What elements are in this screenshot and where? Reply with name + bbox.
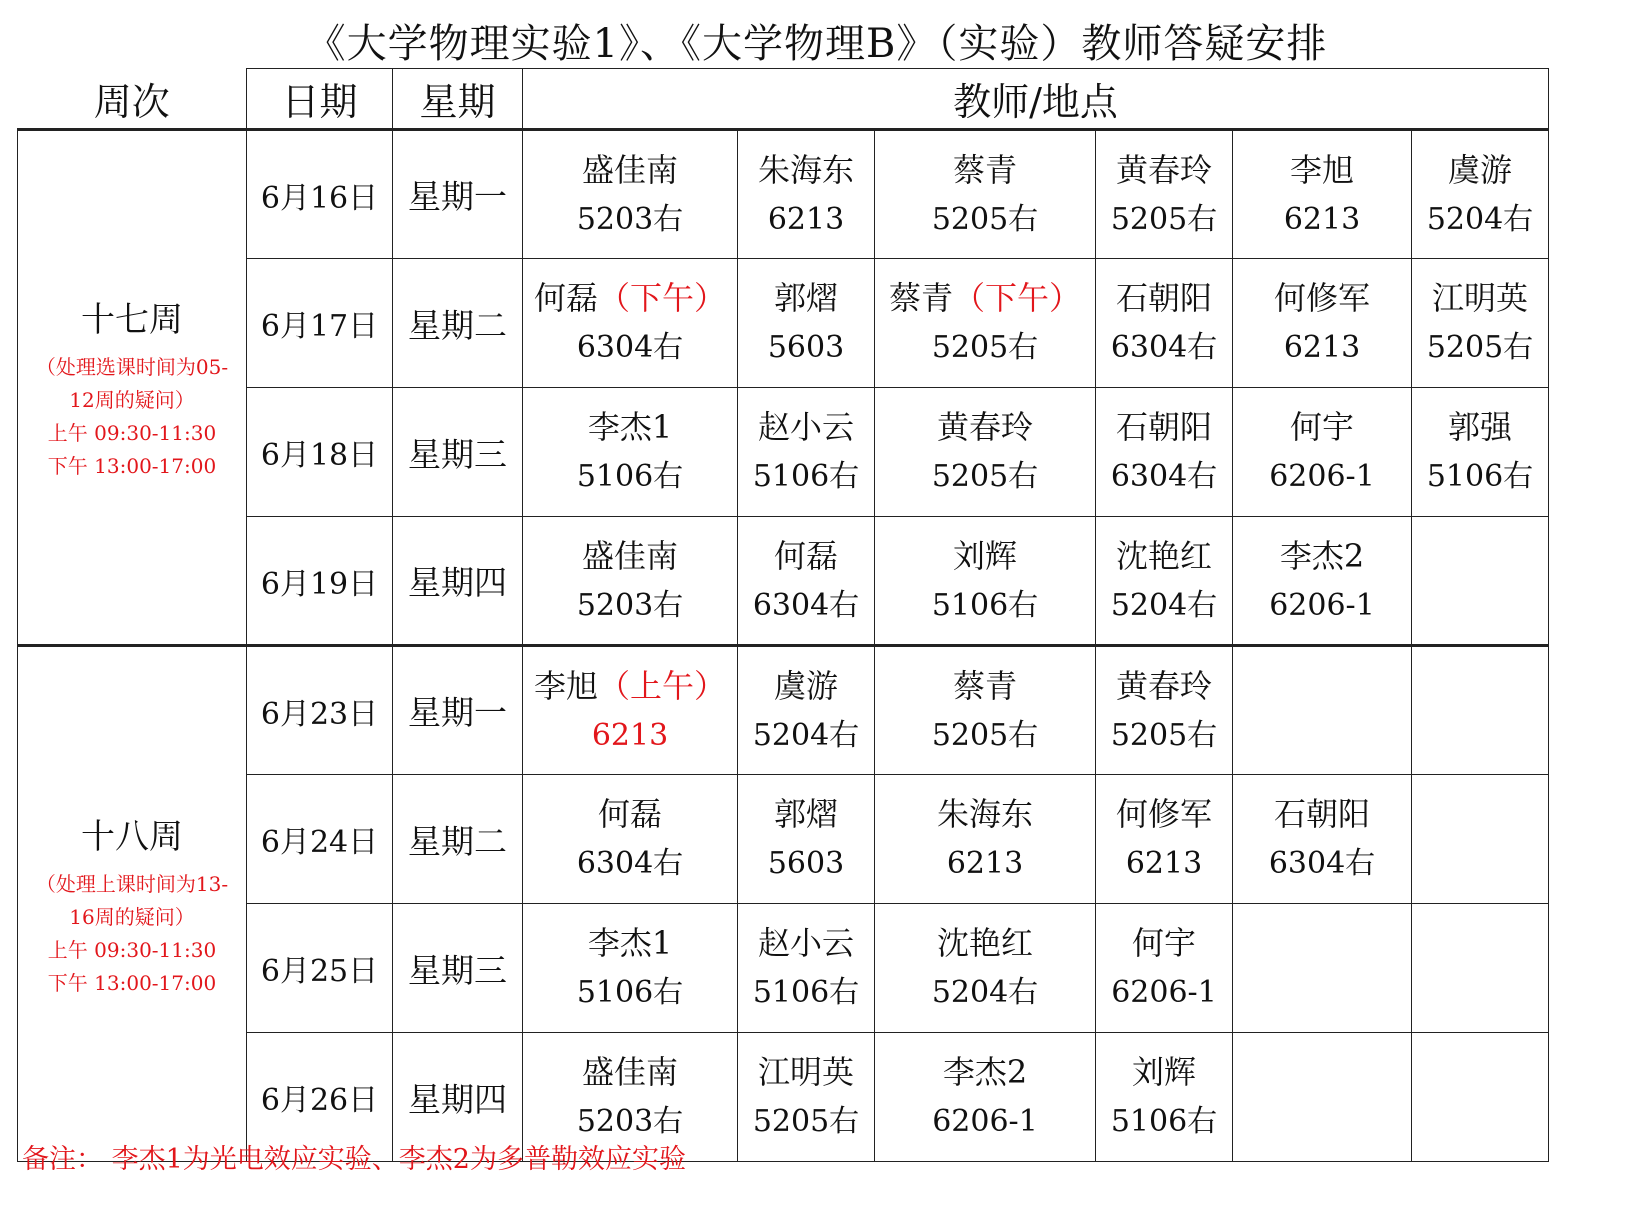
teacher-name-line xyxy=(875,273,1095,323)
room-number: 6213 xyxy=(1283,201,1361,237)
header-date: 日期 xyxy=(247,69,393,130)
teacher-cell xyxy=(523,775,738,904)
teacher-name: 赵小云 xyxy=(757,924,854,962)
weekday-cell: 星期二 xyxy=(393,775,523,904)
teacher-name: 黄春玲 xyxy=(936,408,1033,446)
teacher-name-line xyxy=(523,145,737,195)
teacher-name: 何宇 xyxy=(1131,924,1196,962)
header-weekday: 星期 xyxy=(393,69,523,130)
teacher-cell xyxy=(1412,904,1549,1033)
teacher-cell xyxy=(738,1033,875,1162)
week-pm-time: 下午 13:00-17:00 xyxy=(47,970,217,995)
room-number: 6304右 xyxy=(1110,459,1218,494)
teacher-cell xyxy=(523,388,738,517)
room-number: 5106右 xyxy=(752,975,860,1010)
teacher-name-line xyxy=(1233,531,1411,581)
room-number: 5204右 xyxy=(931,975,1039,1010)
teacher-cell xyxy=(1233,775,1412,904)
room-number: 6304右 xyxy=(576,846,684,881)
week-note: 12周的疑问） xyxy=(69,388,195,412)
teacher-name: 盛佳南 xyxy=(581,150,678,189)
room-number: 5603 xyxy=(767,330,845,365)
schedule-table xyxy=(17,68,1549,1162)
table-row xyxy=(18,904,1549,1033)
room-number: 6206-1 xyxy=(1269,459,1375,494)
date-cell: 6月18日 xyxy=(247,388,393,517)
week-note: 16周的疑问） xyxy=(69,904,195,929)
teacher-name: 虞游 xyxy=(1447,150,1512,189)
teacher-cell xyxy=(1096,646,1233,775)
teacher-cell xyxy=(1412,646,1549,775)
room-number: 5205右 xyxy=(752,1104,860,1139)
teacher-cell xyxy=(738,259,875,388)
table-row xyxy=(18,517,1549,646)
teacher-name-line xyxy=(523,402,737,452)
room-number: 6304右 xyxy=(1268,846,1376,881)
header-row xyxy=(18,69,1549,130)
teacher-cell xyxy=(738,130,875,259)
teacher-name: 李旭 xyxy=(533,666,598,705)
room-number: 5205右 xyxy=(1110,717,1218,753)
teacher-name-line xyxy=(738,661,874,711)
week-name: 十七周 xyxy=(81,300,183,340)
room-number: 5106右 xyxy=(1426,459,1534,494)
teacher-cell xyxy=(1412,517,1549,646)
teacher-cell xyxy=(1096,904,1233,1033)
room-number: 5205右 xyxy=(931,717,1039,753)
teacher-name-line xyxy=(523,1047,737,1097)
weekday-cell: 星期一 xyxy=(393,646,523,775)
teacher-name: 沈艳红 xyxy=(936,924,1033,962)
teacher-name-line xyxy=(875,789,1095,839)
teacher-name-line xyxy=(875,661,1095,711)
teacher-name-line xyxy=(1096,402,1232,452)
teacher-name: 黄春玲 xyxy=(1115,666,1212,705)
week-pm-time: 下午 13:00-17:00 xyxy=(47,454,217,478)
room-number: 5204右 xyxy=(1426,201,1534,237)
room-number: 5106右 xyxy=(752,459,860,494)
date-cell: 6月23日 xyxy=(247,646,393,775)
date-cell: 6月16日 xyxy=(247,130,393,259)
teacher-name: 李杰2 xyxy=(942,1053,1028,1091)
room-number: 5204右 xyxy=(752,717,860,753)
weekday-cell: 星期二 xyxy=(393,259,523,388)
teacher-name: 李杰2 xyxy=(1279,536,1365,575)
teacher-name-line xyxy=(738,1047,874,1097)
teacher-cell xyxy=(1233,904,1412,1033)
teacher-name: 盛佳南 xyxy=(581,536,678,575)
teacher-name: 石朝阳 xyxy=(1115,279,1212,317)
teacher-name-line xyxy=(1096,273,1232,323)
teacher-name: 沈艳红 xyxy=(1115,536,1212,575)
room-number: 6213 xyxy=(767,201,845,237)
teacher-cell xyxy=(1412,388,1549,517)
teacher-name-line xyxy=(1233,273,1411,323)
room-number: 5205右 xyxy=(931,459,1039,494)
teacher-name-line xyxy=(738,531,874,581)
teacher-cell xyxy=(1412,130,1549,259)
teacher-name-line xyxy=(523,918,737,968)
teacher-cell xyxy=(875,775,1096,904)
week-am-time: 上午 09:30-11:30 xyxy=(47,937,217,962)
room-number: 5203右 xyxy=(576,587,684,623)
teacher-cell xyxy=(875,130,1096,259)
room-number: 6213 xyxy=(946,846,1024,881)
weekday-cell: 星期四 xyxy=(393,517,523,646)
teacher-name-line xyxy=(523,661,737,711)
week-cell xyxy=(18,646,247,1162)
teacher-name: 黄春玲 xyxy=(1115,150,1212,189)
teacher-cell xyxy=(738,388,875,517)
teacher-name-line xyxy=(1096,531,1232,581)
teacher-name-line xyxy=(1096,918,1232,968)
room-number: 5203右 xyxy=(576,1104,684,1139)
teacher-name-line xyxy=(1412,402,1548,452)
week-note: （处理上课时间为13- xyxy=(35,871,229,896)
teacher-name: 朱海东 xyxy=(757,150,854,189)
teacher-name-line xyxy=(523,273,737,323)
teacher-name: 郭熠 xyxy=(773,279,838,317)
teacher-cell xyxy=(1096,1033,1233,1162)
teacher-name: 朱海东 xyxy=(936,795,1033,833)
teacher-cell xyxy=(523,130,738,259)
header-teacher-place: 教师/地点 xyxy=(523,69,1549,130)
week-cell xyxy=(18,130,247,646)
teacher-cell xyxy=(738,646,875,775)
teacher-name: 刘辉 xyxy=(1131,1053,1196,1091)
teacher-name: 何修军 xyxy=(1273,279,1370,317)
teacher-name-line xyxy=(1096,1047,1232,1097)
teacher-name-line xyxy=(1233,402,1411,452)
room-number: 5203右 xyxy=(576,201,684,237)
teacher-name-line xyxy=(738,145,874,195)
date-cell: 6月25日 xyxy=(247,904,393,1033)
room-number: 5204右 xyxy=(1110,587,1218,623)
teacher-name: 石朝阳 xyxy=(1273,795,1370,833)
room-number: 5205右 xyxy=(1110,201,1218,237)
table-row xyxy=(18,646,1549,775)
teacher-cell xyxy=(1233,517,1412,646)
teacher-name: 江明英 xyxy=(1431,279,1528,317)
room-number: 6206-1 xyxy=(932,1104,1038,1139)
teacher-cell xyxy=(1096,388,1233,517)
time-note: （下午） xyxy=(598,279,727,317)
teacher-name: 李杰1 xyxy=(587,924,673,962)
teacher-cell xyxy=(1096,259,1233,388)
teacher-cell xyxy=(738,904,875,1033)
teacher-cell xyxy=(875,646,1096,775)
teacher-name: 郭强 xyxy=(1447,408,1512,446)
teacher-cell xyxy=(1233,388,1412,517)
teacher-name-line xyxy=(1412,273,1548,323)
time-note: （下午） xyxy=(953,279,1082,317)
teacher-name-line xyxy=(1233,145,1411,195)
teacher-cell xyxy=(1096,130,1233,259)
teacher-cell xyxy=(523,646,738,775)
table-row xyxy=(18,775,1549,904)
room-number: 6213 xyxy=(1283,330,1361,365)
date-cell: 6月17日 xyxy=(247,259,393,388)
room-number: 5106右 xyxy=(931,587,1039,623)
teacher-name: 蔡青 xyxy=(952,150,1017,189)
teacher-name-line xyxy=(738,918,874,968)
teacher-name-line xyxy=(738,789,874,839)
teacher-cell xyxy=(738,775,875,904)
teacher-cell xyxy=(523,259,738,388)
teacher-cell xyxy=(1412,259,1549,388)
teacher-name: 何磊 xyxy=(533,279,598,317)
weekday-cell: 星期三 xyxy=(393,904,523,1033)
weekday-cell: 星期三 xyxy=(393,388,523,517)
teacher-name: 李杰1 xyxy=(587,408,673,446)
week-name: 十八周 xyxy=(81,816,183,857)
teacher-name-line xyxy=(875,1047,1095,1097)
room-number: 6206-1 xyxy=(1269,587,1375,623)
date-cell: 6月26日 xyxy=(247,1033,393,1162)
teacher-name: 郭熠 xyxy=(773,795,838,833)
room-number: 5205右 xyxy=(931,201,1039,237)
header-week: 周次 xyxy=(18,69,247,130)
teacher-cell xyxy=(523,517,738,646)
teacher-name-line xyxy=(523,789,737,839)
table-row xyxy=(18,388,1549,517)
table-row xyxy=(18,130,1549,259)
room-number: 5106右 xyxy=(576,975,684,1010)
teacher-name: 蔡青 xyxy=(888,279,953,317)
weekday-cell: 星期一 xyxy=(393,130,523,259)
teacher-name: 刘辉 xyxy=(952,536,1017,575)
teacher-cell xyxy=(875,1033,1096,1162)
room-number: 6213 xyxy=(591,717,669,753)
teacher-cell xyxy=(1412,775,1549,904)
teacher-name: 何宇 xyxy=(1289,408,1354,446)
teacher-name-line xyxy=(738,402,874,452)
teacher-cell xyxy=(1233,646,1412,775)
teacher-name: 何修军 xyxy=(1115,795,1212,833)
teacher-name: 石朝阳 xyxy=(1115,408,1212,446)
teacher-name: 盛佳南 xyxy=(581,1053,678,1091)
teacher-name-line xyxy=(875,918,1095,968)
teacher-name-line xyxy=(523,531,737,581)
room-number: 6304右 xyxy=(1110,330,1218,365)
teacher-name-line xyxy=(875,402,1095,452)
teacher-name-line xyxy=(1233,789,1411,839)
date-cell: 6月19日 xyxy=(247,517,393,646)
teacher-cell xyxy=(875,388,1096,517)
teacher-cell xyxy=(1233,259,1412,388)
time-note: （上午） xyxy=(598,666,727,705)
room-number: 5603 xyxy=(767,846,845,881)
room-number: 5106右 xyxy=(576,459,684,494)
teacher-name-line xyxy=(738,273,874,323)
week-am-time: 上午 09:30-11:30 xyxy=(47,421,217,445)
teacher-name-line xyxy=(1412,145,1548,195)
teacher-cell xyxy=(1096,775,1233,904)
teacher-cell xyxy=(1233,130,1412,259)
teacher-name: 江明英 xyxy=(757,1053,854,1091)
week-note: （处理选课时间为05- xyxy=(35,355,229,379)
teacher-cell xyxy=(523,904,738,1033)
room-number: 5205右 xyxy=(1426,330,1534,365)
teacher-name: 李旭 xyxy=(1289,150,1354,189)
teacher-name-line xyxy=(1096,145,1232,195)
weekday-cell: 星期四 xyxy=(393,1033,523,1162)
table-row xyxy=(18,259,1549,388)
room-number: 6213 xyxy=(1125,846,1203,881)
remark-note: 备注： 李杰1为光电效应实验、李杰2为多普勒效应实验 xyxy=(22,1144,686,1175)
teacher-name: 何磊 xyxy=(773,536,838,575)
teacher-cell xyxy=(1233,1033,1412,1162)
teacher-name-line xyxy=(875,531,1095,581)
schedule-body xyxy=(18,130,1549,1162)
room-number: 6206-1 xyxy=(1111,975,1217,1010)
teacher-cell xyxy=(875,259,1096,388)
room-number: 6304右 xyxy=(752,587,860,623)
teacher-name: 何磊 xyxy=(597,795,662,833)
teacher-name: 虞游 xyxy=(773,666,838,705)
teacher-cell xyxy=(738,517,875,646)
date-cell: 6月24日 xyxy=(247,775,393,904)
room-number: 5106右 xyxy=(1110,1104,1218,1139)
teacher-name-line xyxy=(875,145,1095,195)
teacher-name: 蔡青 xyxy=(952,666,1017,705)
page-title: 《大学物理实验1》、《大学物理B》（实验）教师答疑安排 xyxy=(305,21,1328,67)
teacher-cell xyxy=(1096,517,1233,646)
teacher-name: 赵小云 xyxy=(757,408,854,446)
room-number: 6304右 xyxy=(576,330,684,365)
teacher-cell xyxy=(1412,1033,1549,1162)
room-number: 5205右 xyxy=(931,330,1039,365)
teacher-cell xyxy=(875,904,1096,1033)
teacher-name-line xyxy=(1096,661,1232,711)
teacher-name-line xyxy=(1096,789,1232,839)
teacher-cell xyxy=(875,517,1096,646)
